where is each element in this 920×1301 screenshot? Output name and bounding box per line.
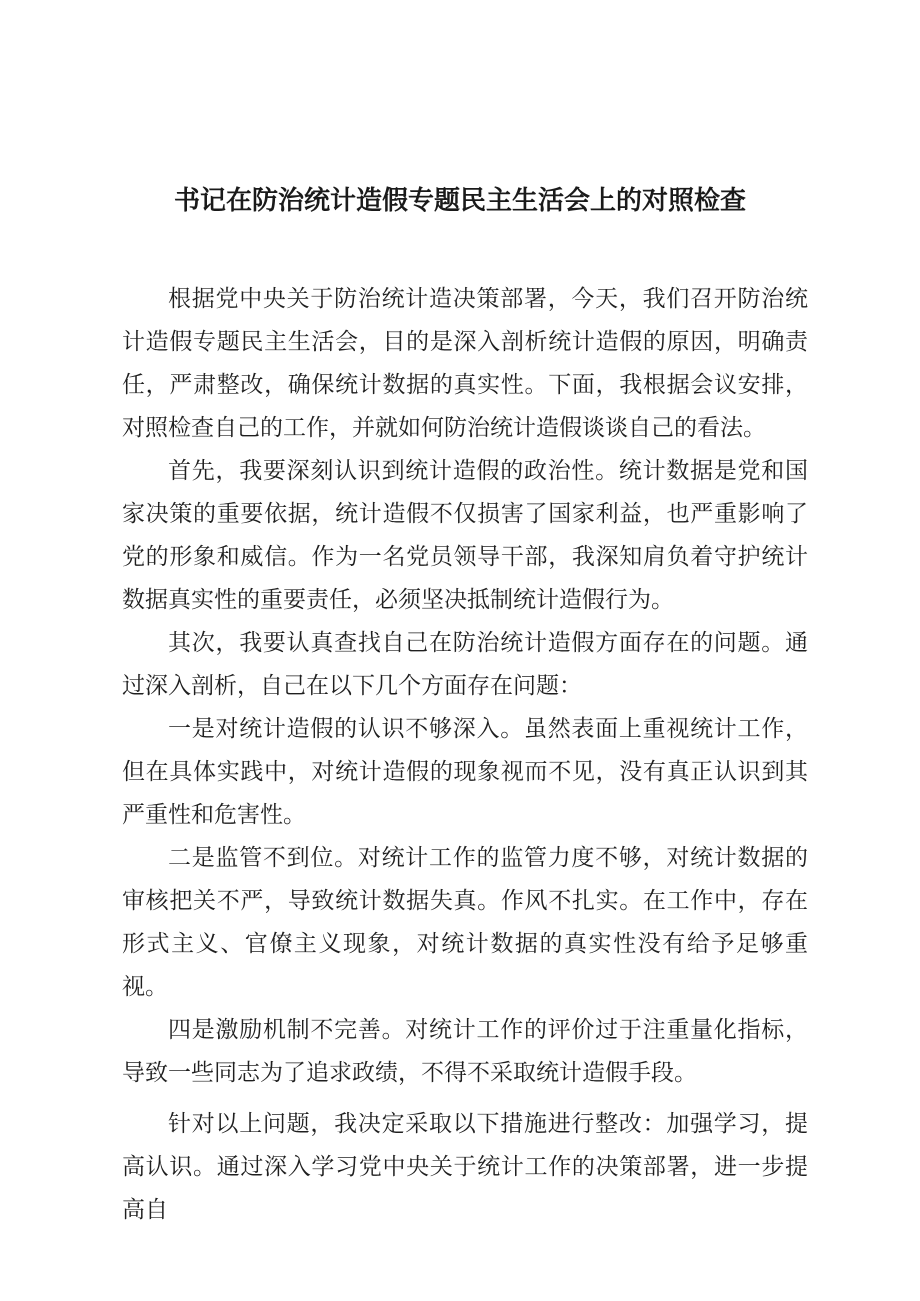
paragraph-first: 首先，我要深刻认识到统计造假的政治性。统计数据是党和国家决策的重要依据，统计造假不仅损害了国家利益，也严重影响了党的形象和威信。作为一名党员领导干部，我深知肩负着守护统计数据真实性的重要责任，必须坚决抵制统计造假行为。 (122, 458, 808, 613)
paragraph-issue-four: 四是激励机制不完善。对统计工作的评价过于注重量化指标，导致一些同志为了追求政绩，不得不采取统计造假手段。 (122, 1017, 808, 1086)
paragraph-issue-one: 一是对统计造假的认识不够深入。虽然表面上重视统计工作，但在具体实践中，对统计造假的现象视而不见，没有真正认识到其严重性和危害性。 (122, 716, 808, 828)
paragraph-second: 其次，我要认真查找自己在防治统计造假方面存在的问题。通过深入剖析，自己在以下几个方面存在问题： (122, 630, 808, 699)
document-body (122, 278, 808, 1232)
paragraph-intro: 根据党中央关于防治统计造决策部署，今天，我们召开防治统计造假专题民主生活会，目的是深入剖析统计造假的原因，明确责任，严肃整改，确保统计数据的真实性。下面，我根据会议安排，对照检查自己的工作，并就如何防治统计造假谈谈自己的看法。 (122, 286, 808, 441)
paragraph-measures: 针对以上问题，我决定采取以下措施进行整改：加强学习，提高认识。通过深入学习党中央关于统计工作的决策部署，进一步提高自 (122, 1111, 808, 1223)
document-title: 书记在防治统计造假专题民主生活会上的对照检查 (173, 186, 746, 216)
paragraph-issue-two: 二是监管不到位。对统计工作的监管力度不够，对统计数据的审核把关不严，导致统计数据失真。作风不扎实。在工作中，存在形式主义、官僚主义现象，对统计数据的真实性没有给予足够重视。 (122, 845, 808, 1000)
